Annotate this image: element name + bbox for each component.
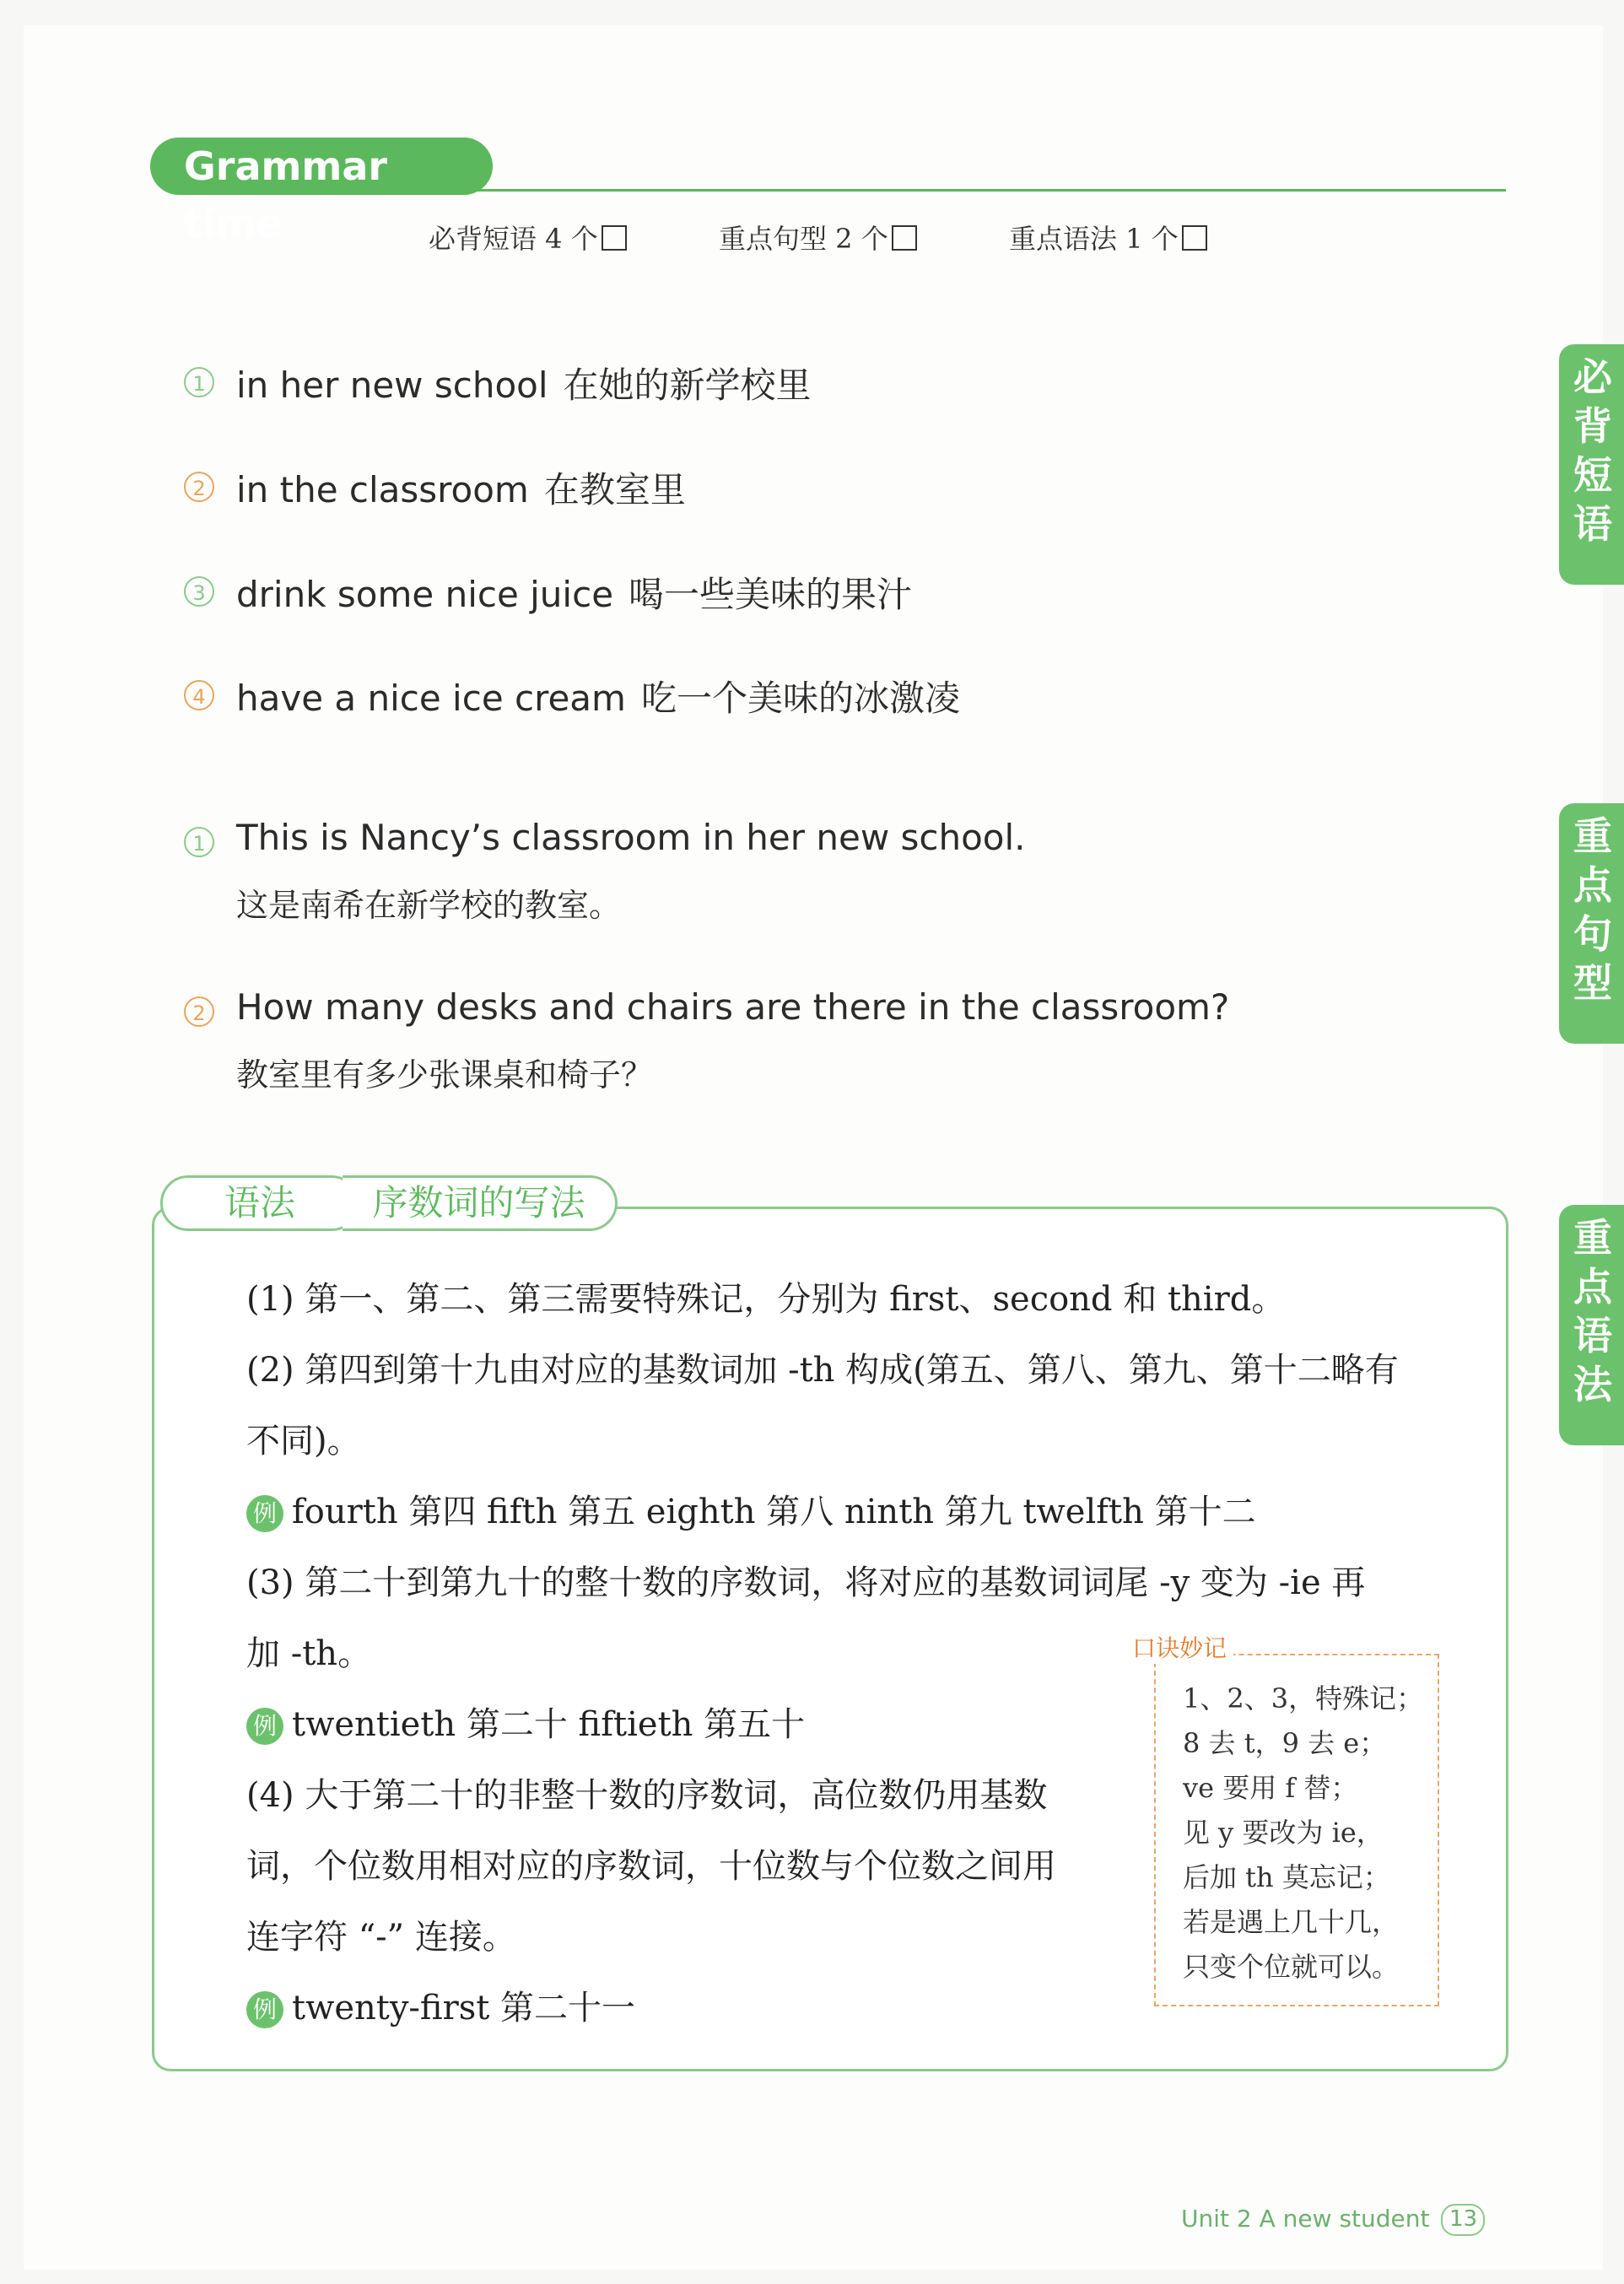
example-badge: 例 (246, 1495, 283, 1532)
side-tab-sentences[interactable]: 重点句型 (1559, 803, 1624, 1044)
phrase-number: 3 (184, 576, 214, 607)
grammar-rule: (1) 第一、第二、第三需要特殊记，分别为 first、second 和 third。 (246, 1280, 1286, 1319)
tip-line: 1、2、3，特殊记； (1183, 1682, 1424, 1714)
grammar-rule: 词，个位数用相对应的序数词，十位数与个位数之间用 (246, 1847, 1056, 1886)
grammar-example: 例 twentieth 第二十 fiftieth 第五十 (246, 1698, 805, 1746)
header-divider (472, 189, 1506, 192)
tip-line: 只变个位就可以。 (1183, 1951, 1400, 1983)
tip-line: ve 要用 f 替； (1183, 1772, 1358, 1804)
tip-title: 口诀妙记 (1125, 1630, 1233, 1664)
tip-line: 8 去 t，9 去 e； (1183, 1727, 1387, 1759)
phrase-item: in the classroom 在教室里 (236, 469, 686, 510)
grammar-tab-label: 语法 (160, 1175, 359, 1231)
tip-line: 若是遇上几十几， (1183, 1906, 1400, 1938)
grammar-example: 例 twenty-first 第二十一 (246, 1981, 635, 2029)
grammar-rule: 不同)。 (246, 1422, 361, 1461)
stat-grammar: 重点语法 1 个 (1009, 218, 1207, 256)
example-badge: 例 (246, 1991, 283, 2028)
sentence-cn: 教室里有多少张课桌和椅子？ (236, 1056, 654, 1093)
page-number: 13 (1441, 2204, 1485, 2236)
phrase-number: 1 (184, 367, 214, 397)
grammar-rule: (3) 第二十到第九十的整十数的序数词，将对应的基数词词尾 -y 变为 -ie 再 (246, 1563, 1366, 1602)
grammar-example: 例 fourth 第四 fifth 第五 eighth 第八 ninth 第九 twelfth 第十二 (246, 1485, 1256, 1533)
checkbox-icon[interactable] (602, 225, 627, 251)
grammar-rule: (4) 大于第二十的非整十数的序数词，高位数仍用基数 (246, 1776, 1048, 1815)
example-badge: 例 (246, 1708, 283, 1745)
tip-line: 见 y 要改为 ie， (1183, 1817, 1384, 1849)
phrase-number: 4 (184, 680, 214, 710)
grammar-rule: 连字符 “-” 连接。 (246, 1918, 516, 1957)
grammar-tab-title: 序数词的写法 (343, 1175, 618, 1231)
sentence-number: 1 (184, 827, 214, 857)
sentence-en: This is Nancy’s classroom in her new school. (236, 817, 1026, 858)
side-tab-phrases[interactable]: 必背短语 (1559, 344, 1624, 585)
side-tab-grammar[interactable]: 重点语法 (1559, 1205, 1624, 1445)
sentence-cn: 这是南希在新学校的教室。 (236, 887, 622, 924)
section-title: Grammar time (150, 138, 493, 195)
grammar-rule: 加 -th。 (246, 1634, 372, 1673)
grammar-rule: (2) 第四到第十九由对应的基数词加 -th 构成(第五、第八、第九、第十二略有 (246, 1351, 1399, 1390)
phrase-item: have a nice ice cream 吃一个美味的冰激凌 (236, 678, 960, 719)
sentence-number: 2 (184, 996, 214, 1027)
phrase-item: in her new school 在她的新学校里 (236, 364, 812, 406)
tip-line: 后加 th 莫忘记； (1183, 1861, 1390, 1893)
unit-label: Unit 2 A new student (1181, 2205, 1430, 2233)
sentence-en: How many desks and chairs are there in the classroom? (236, 986, 1230, 1028)
stat-sentences: 重点句型 2 个 (719, 218, 917, 256)
checkbox-icon[interactable] (892, 225, 917, 251)
phrase-item: drink some nice juice 喝一些美味的果汁 (236, 574, 913, 615)
checkbox-icon[interactable] (1182, 225, 1207, 251)
page-footer (1181, 2204, 1485, 2236)
stat-phrases: 必背短语 4 个 (429, 218, 627, 256)
phrase-number: 2 (184, 472, 214, 502)
